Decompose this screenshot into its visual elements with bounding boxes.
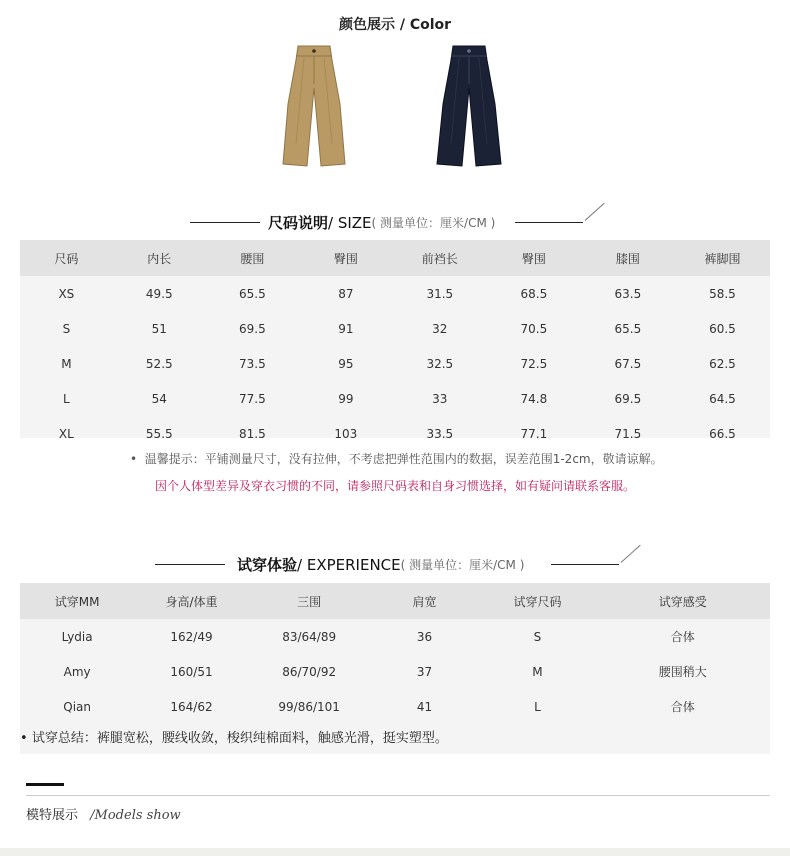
experience-cell: 83/64/89 — [282, 629, 337, 644]
size-header-cell: 膝围 — [581, 240, 675, 276]
size-table — [20, 240, 770, 451]
size-cell: 77.1 — [520, 426, 548, 441]
size-cell: XS — [58, 286, 75, 301]
experience-header-cell: 试穿感受 — [595, 583, 770, 619]
experience-cell: L — [534, 699, 541, 714]
models-heading-zh: 模特展示 — [26, 808, 79, 823]
size-cell: 73.5 — [238, 356, 266, 371]
size-heading-line-right — [515, 222, 583, 223]
size-cell: 87 — [338, 286, 354, 301]
size-header-cell: 臀围 — [487, 240, 581, 276]
size-cell: 65.5 — [238, 286, 266, 301]
size-header-cell: 尺码 — [20, 240, 113, 276]
size-cell: 69.5 — [614, 391, 642, 406]
size-cell: 74.8 — [520, 391, 548, 406]
size-cell: 81.5 — [238, 426, 266, 441]
experience-heading-line-left — [155, 564, 225, 565]
size-cell: 67.5 — [614, 356, 642, 371]
bullet-icon: • — [130, 452, 138, 466]
size-heading-line-left — [190, 222, 260, 223]
experience-header-cell: 三围 — [249, 583, 370, 619]
size-cell: 66.5 — [709, 426, 736, 441]
experience-cell: 合体 — [670, 700, 695, 714]
navy-pants-image[interactable] — [436, 44, 502, 170]
table-row — [20, 346, 770, 381]
models-heading — [26, 804, 181, 823]
size-note-red: 因个人体型差异及穿衣习惯的不同，请参照尺码表和自身习惯选择，如有疑问请联系客服。 — [154, 479, 635, 493]
size-cell: 95 — [338, 356, 354, 371]
experience-cell: 162/49 — [170, 629, 213, 644]
size-cell: 65.5 — [614, 321, 642, 336]
size-cell: 70.5 — [520, 321, 548, 336]
size-cell: 60.5 — [709, 321, 736, 336]
size-table-header-row — [20, 240, 770, 276]
experience-table — [20, 583, 770, 724]
size-cell: 68.5 — [520, 286, 548, 301]
experience-cell: 37 — [416, 664, 433, 679]
size-heading-en: / SIZE — [328, 213, 372, 232]
experience-heading-unit: ( 测量单位：厘米/CM ) — [400, 558, 525, 572]
experience-cell: Qian — [63, 699, 91, 714]
size-cell: 91 — [338, 321, 354, 336]
models-heading-en: /Models show — [90, 808, 181, 823]
experience-summary — [20, 727, 448, 746]
experience-heading-en: / EXPERIENCE — [297, 555, 401, 574]
khaki-pants-image[interactable] — [282, 44, 346, 170]
size-header-cell: 内长 — [113, 240, 206, 276]
experience-cell: 合体 — [670, 630, 695, 644]
table-row — [20, 276, 770, 311]
size-cell: 51 — [151, 321, 167, 336]
size-cell: S — [62, 321, 71, 336]
experience-heading-zh: 试穿体验 — [237, 556, 298, 574]
table-row — [20, 416, 770, 451]
size-cell: 31.5 — [426, 286, 454, 301]
experience-heading-line-right — [551, 564, 619, 565]
table-row — [20, 689, 770, 724]
experience-header-cell: 试穿尺码 — [480, 583, 596, 619]
experience-cell: 99/86/101 — [278, 699, 340, 714]
experience-cell: 腰围稍大 — [658, 665, 707, 679]
size-cell: 72.5 — [520, 356, 548, 371]
size-cell: 77.5 — [238, 391, 266, 406]
table-row — [20, 654, 770, 689]
experience-summary-text: 试穿总结：裤腿宽松，腰线收敛，梭织纯棉面料，触感光滑，挺实塑型。 — [31, 731, 448, 746]
size-cell: 71.5 — [614, 426, 642, 441]
size-cell: 33 — [432, 391, 448, 406]
size-header-cell: 臀围 — [299, 240, 393, 276]
experience-heading-slash — [621, 545, 641, 563]
model-photo-edge — [0, 848, 790, 856]
size-cell: M — [61, 356, 72, 371]
size-header-cell: 裤脚围 — [675, 240, 770, 276]
color-section-title: 颜色展示 / Color — [338, 17, 452, 33]
size-cell: XL — [58, 426, 74, 441]
size-cell: 63.5 — [614, 286, 642, 301]
models-heading-rule — [26, 795, 770, 796]
size-cell: 58.5 — [709, 286, 736, 301]
experience-cell: S — [533, 629, 542, 644]
experience-cell: M — [532, 664, 543, 679]
size-cell: 99 — [338, 391, 354, 406]
size-cell: 32.5 — [426, 356, 454, 371]
size-cell: L — [63, 391, 70, 406]
experience-cell: 36 — [416, 629, 433, 644]
size-cell: 52.5 — [145, 356, 173, 371]
size-cell: 33.5 — [426, 426, 454, 441]
size-cell: 69.5 — [238, 321, 266, 336]
size-header-cell: 前裆长 — [393, 240, 487, 276]
experience-header-cell: 肩宽 — [370, 583, 480, 619]
size-heading-unit: ( 测量单位：厘米/CM ) — [371, 216, 496, 230]
table-row — [20, 619, 770, 654]
size-cell: 103 — [334, 426, 358, 441]
experience-cell: 86/70/92 — [282, 664, 337, 679]
size-cell: 54 — [151, 391, 167, 406]
size-heading-zh: 尺码说明 — [268, 214, 329, 232]
size-cell: 64.5 — [709, 391, 736, 406]
experience-cell: Lydia — [61, 629, 93, 644]
experience-cell: Amy — [63, 664, 91, 679]
models-heading-bar — [26, 783, 64, 786]
experience-heading — [237, 554, 524, 575]
experience-header-cell: 身高/体重 — [134, 583, 249, 619]
experience-cell: 164/62 — [170, 699, 213, 714]
size-cell: 49.5 — [145, 286, 173, 301]
size-note — [130, 450, 663, 467]
size-header-cell: 腰围 — [206, 240, 299, 276]
experience-header-cell: 试穿MM — [20, 583, 134, 619]
size-heading-slash — [585, 203, 605, 221]
size-note-text: 温馨提示：平铺测量尺寸，没有拉伸，不考虑把弹性范围内的数据，误差范围1-2cm，敬请谅解。 — [144, 452, 663, 466]
table-row — [20, 311, 770, 346]
table-row — [20, 381, 770, 416]
size-cell: 55.5 — [145, 426, 173, 441]
experience-cell: 160/51 — [170, 664, 213, 679]
size-heading — [268, 212, 495, 233]
experience-table-header-row — [20, 583, 770, 619]
bullet-icon: • — [20, 731, 28, 746]
experience-cell: 41 — [416, 699, 433, 714]
size-cell: 62.5 — [709, 356, 736, 371]
size-cell: 32 — [432, 321, 448, 336]
